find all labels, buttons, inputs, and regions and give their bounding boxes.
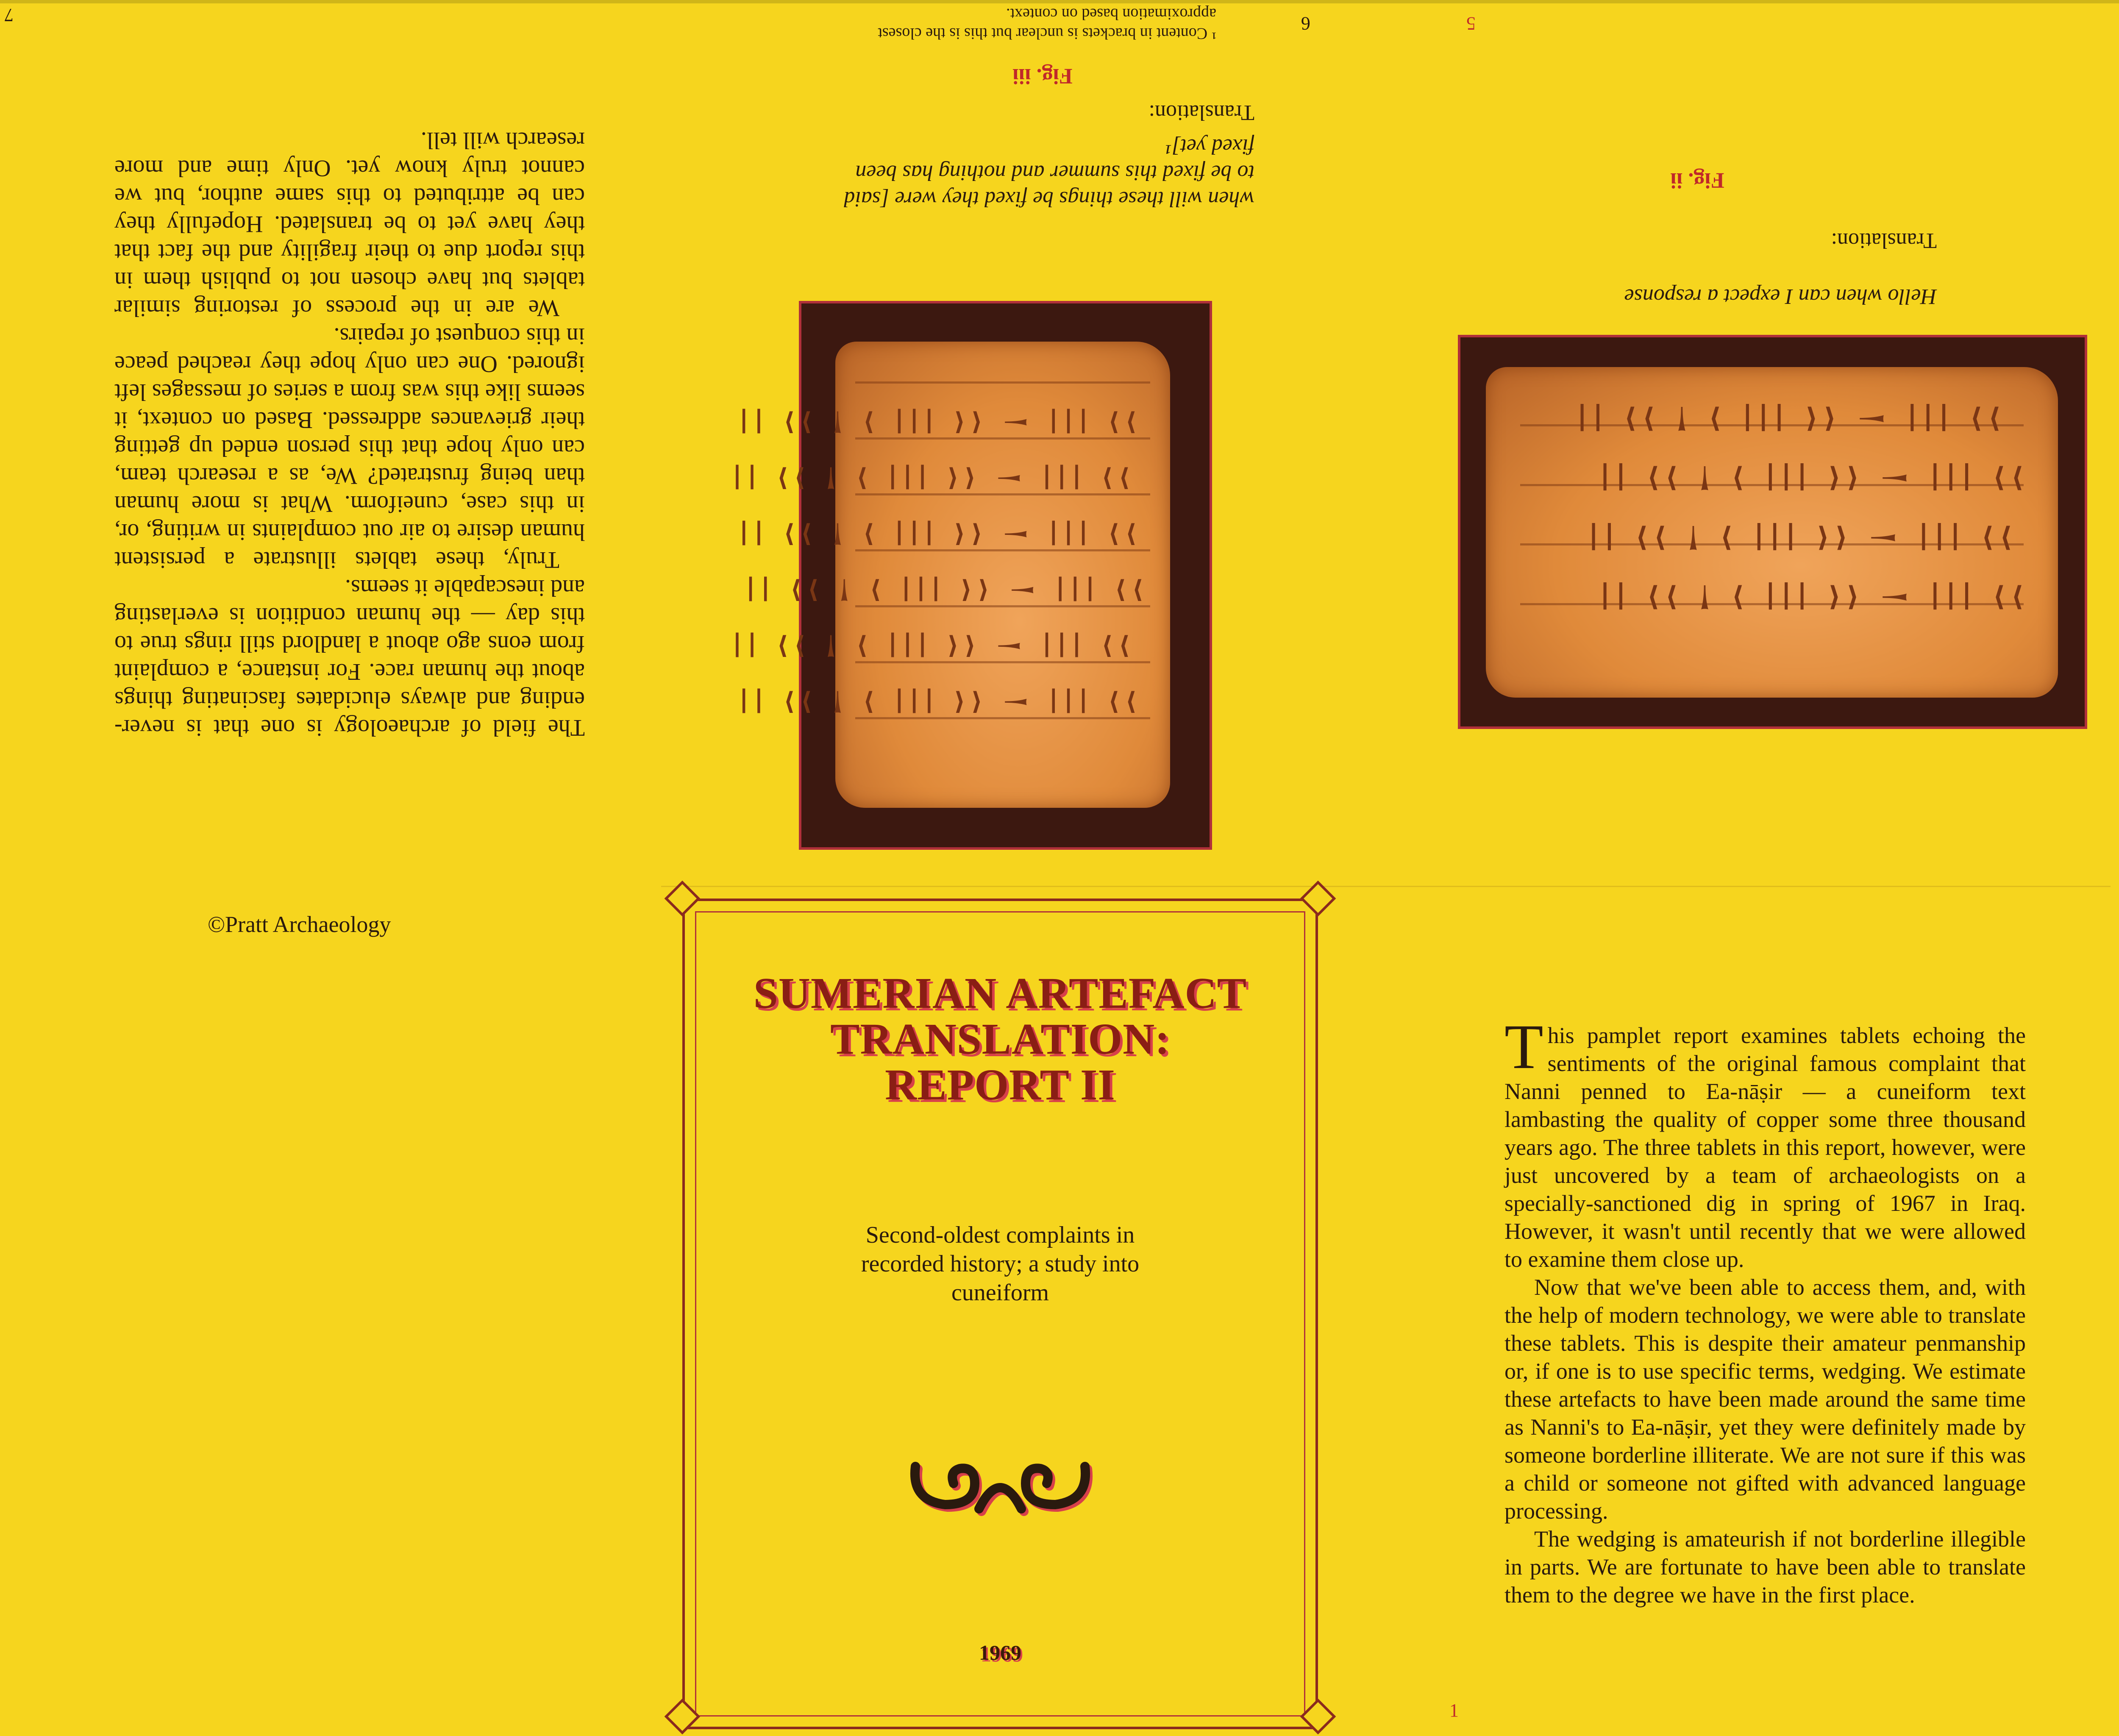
cover-title-line: TRANSLATION: — [830, 1015, 1170, 1063]
cuneiform-tablet-iii — [726, 342, 1170, 808]
glyph-row: ⟩⟩ ||| 𒀸 ⟨⟨ ||| ⟩ 𒁹 ⟩⟩ || — [726, 632, 1130, 661]
page-number-7: 7 — [4, 5, 14, 25]
back-paragraph: We are in the process of restoring similar tablets but have chosen not to publish them in this report due to their fragility and the fact that they have yet to be translated. Hopefully they can be attributed to this same author, but we cannot truly know yet. Only time and more research will tell. — [114, 127, 585, 321]
glyph-row: ⟩⟩ ||| 𒀸 ⟨⟨ ||| ⟩ 𒁹 ⟩⟩ || — [1582, 522, 2012, 554]
figure-iii-translation: when will these things be fixed they were [said to be fixed this summer and nothing has been fixed yet]¹ — [844, 134, 1254, 211]
figure-ii-translation: Hello when can I expect a response — [1624, 284, 1937, 309]
body-column-1 — [1504, 1012, 2026, 1609]
figure-ii-translation-label: Translation: — [1831, 228, 1937, 253]
figure-ii-label: Fig. ii — [1670, 168, 1724, 192]
drop-cap: T — [1504, 1012, 1543, 1082]
glyph-row: ⟩⟩ ||| 𒀸 ⟨⟨ ||| ⟩ 𒁹 ⟩⟩ || — [733, 409, 1137, 437]
page-number-1: 1 — [1449, 1700, 1459, 1721]
cover-title-line: REPORT II — [885, 1060, 1115, 1109]
glyph-row: ⟩⟩ ||| 𒀸 ⟨⟨ ||| ⟩ 𒁹 ⟩⟩ || — [1571, 403, 2001, 435]
scroll-ornament-icon — [903, 1441, 1098, 1526]
back-paragraph: The field of archaeology is one that is never-ending and always elucidates fascinating things about the human race. For instance, a complaint from eons ago about a landlord still rings true to this day — the human condition is everlasting and inescapable it seems. — [114, 575, 585, 741]
footnote: ¹ Content in brackets is unclear but this is the closest approximation based on context. — [878, 5, 1216, 42]
glyph-row: ⟩⟩ ||| 𒀸 ⟨⟨ ||| ⟩ 𒁹 ⟩⟩ || — [726, 465, 1130, 493]
back-page-text — [114, 127, 585, 742]
cuneiform-tablet-ii — [1486, 367, 2058, 698]
cover-subtitle: Second-oldest complaints in recorded history; a study into cuneiform — [861, 1222, 1140, 1306]
cover-year: 1969 — [979, 1641, 1021, 1664]
figure-iii-translation-label: Translation: — [1148, 100, 1254, 125]
body-paragraph: his pamplet report examines tablets echoing the sentiments of the original famous complaint that Nanni penned to Ea-nāṣir — a cuneiform text lambasting the quality of copper some three thousand years ago. The three tablets in this report, however, were just uncovered by a team of archaeologists on a specially-sanctioned dig in spring of 1967 in Iraq. However, it wasn't until recently that we were allowed to examine them close up. — [1504, 1023, 2026, 1272]
top-edge — [0, 0, 2119, 3]
figure-iii-label: Fig. iii — [1012, 64, 1073, 88]
figure-ii-caption — [1458, 165, 1937, 309]
glyph-row: ⟩⟩ ||| 𒀸 ⟨⟨ ||| ⟩ 𒁹 ⟩⟩ || — [733, 688, 1137, 717]
glyph-row: ⟩⟩ ||| 𒀸 ⟨⟨ ||| ⟩ 𒁹 ⟩⟩ || — [1594, 582, 2024, 613]
back-paragraph: Truly, these tablets illustrate a persistent human desire to air out complaints in writing, or, in this case, cuneiform. What is more human than being frustrated? We, as a research team, can only hope that this person ended up getting their grievances addressed. Based on context, it seems like this was from a series of messages left ignored. One can only hope they reached peace in this conquest of repairs. — [114, 323, 585, 573]
body-paragraph: Now that we've been able to access them, and, with the help of modern technology, we were able to translate these tablets. This is despite their amateur penmanship or, if one is to use specific terms, wedging. We estimate these artefacts to have been made around the same time as Nanni's to Ea-nāṣir, yet they were definitely made by someone borderline illiterate. We are not sure if this was a child or someone not gifted with advanced language processing. — [1504, 1274, 2026, 1524]
fold-line — [661, 886, 2111, 887]
glyph-row: ⟩⟩ ||| 𒀸 ⟨⟨ ||| ⟩ 𒁹 ⟩⟩ || — [733, 520, 1137, 549]
cover-title — [695, 971, 1305, 1108]
figure-ii-photo — [1458, 335, 2087, 729]
copyright-notice: ©Pratt Archaeology — [208, 912, 391, 937]
figure-iii-caption — [831, 64, 1254, 212]
glyph-row: ⟩⟩ ||| 𒀸 ⟨⟨ ||| ⟩ 𒁹 ⟩⟩ || — [1594, 463, 2024, 495]
figure-iii-photo — [726, 301, 1212, 850]
page-number-5: 5 — [1466, 13, 1476, 34]
body-paragraph: The wedging is amateurish if not borderline illegible in parts. We are fortunate to have been able to translate them to the degree we have in the first place. — [1504, 1526, 2026, 1608]
glyph-row: ⟩⟩ ||| 𒀸 ⟨⟨ ||| ⟩ 𒁹 ⟩⟩ || — [740, 576, 1143, 605]
page-number-6: 6 — [1301, 13, 1310, 34]
cover-title-line: SUMERIAN ARTEFACT — [753, 969, 1247, 1018]
